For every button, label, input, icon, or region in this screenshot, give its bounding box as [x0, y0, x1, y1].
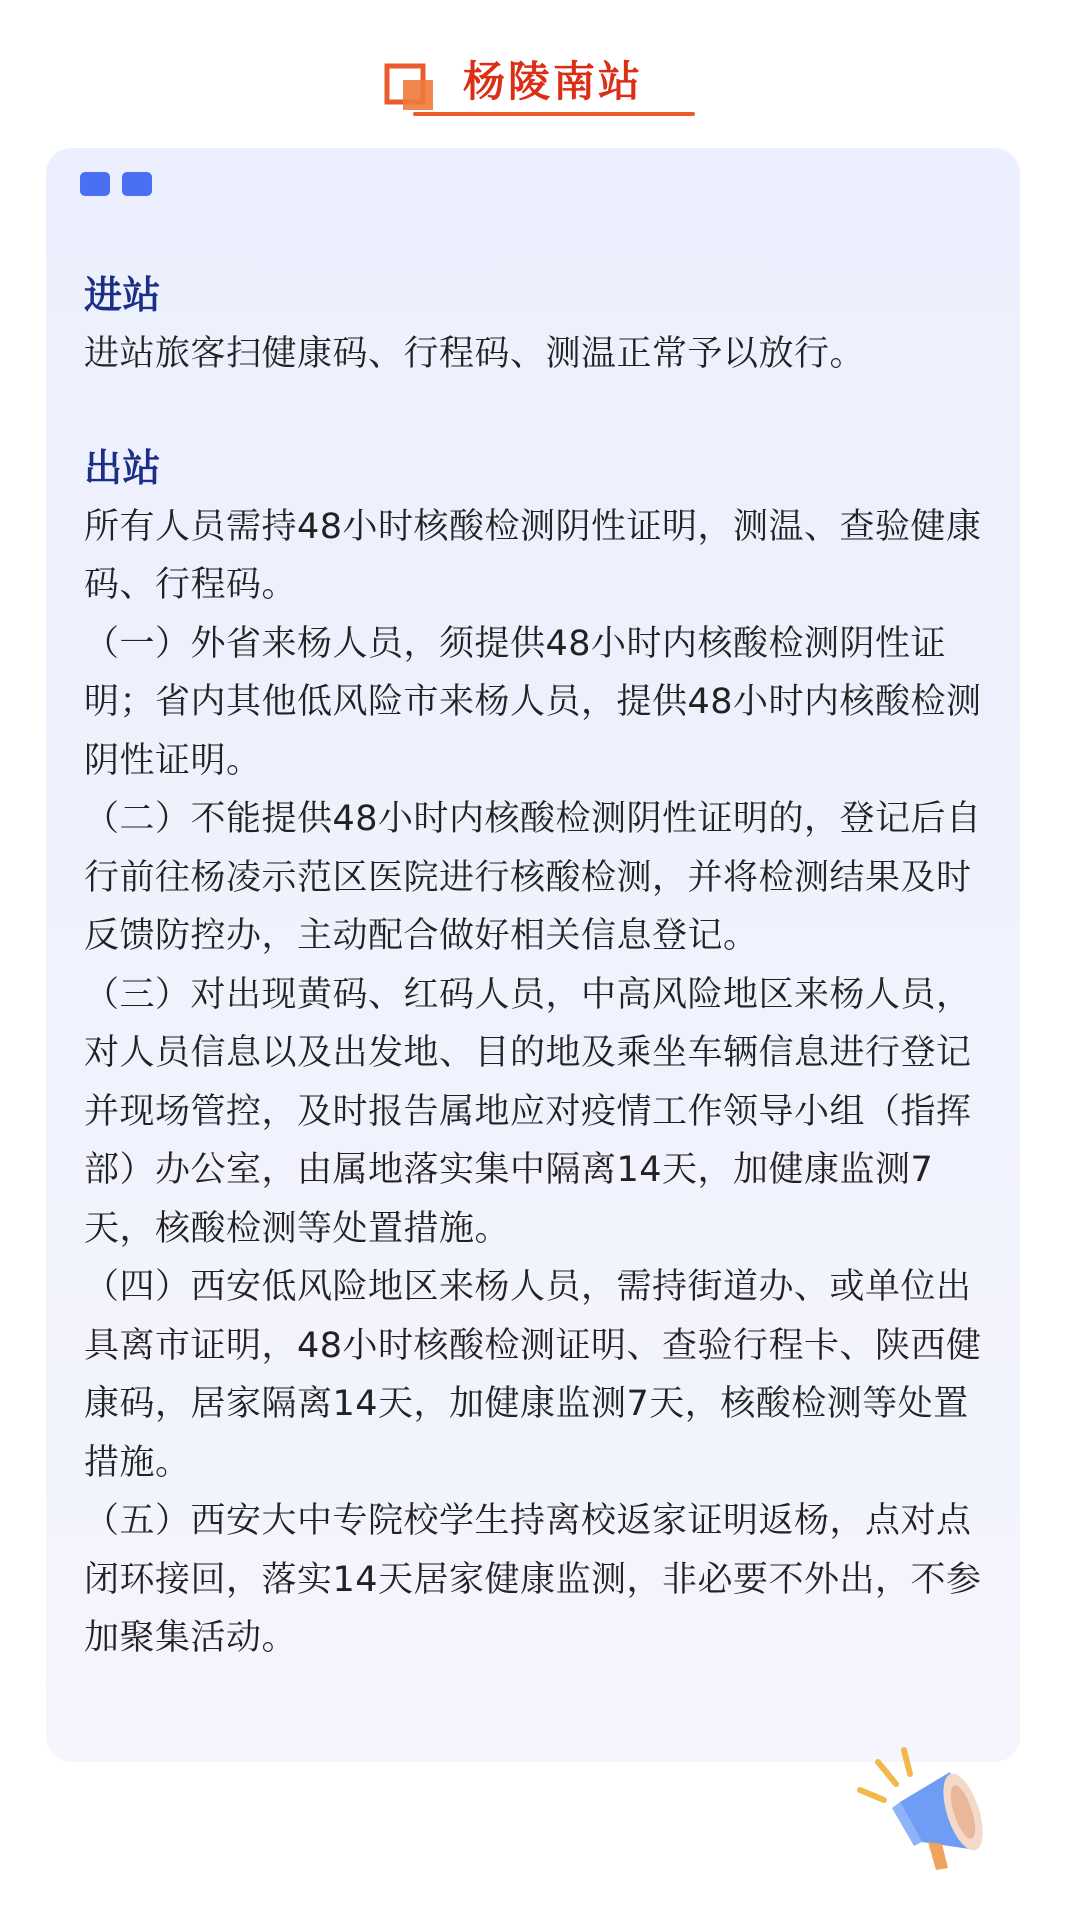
title-underline	[413, 112, 695, 116]
page-title: 杨陵南站	[463, 57, 644, 106]
section-gap	[84, 383, 990, 439]
exit-item-3: （三）对出现黄码、红码人员，中高风险地区来杨人员，对人员信息以及出发地、目的地及乘坐车辆信息进行登记并现场管控，及时报告属地应对疫情工作领导小组（指挥部）办公室，由属地落实集中隔离14天，加健康监测7天，核酸检测等处置措施。	[84, 974, 972, 1249]
exit-intro: 所有人员需持48小时核酸检测阴性证明，测温、查验健康码、行程码。	[84, 506, 982, 605]
dot-1	[80, 172, 110, 196]
card-content	[84, 266, 990, 1668]
dot-2	[122, 172, 152, 196]
exit-item-2: （二）不能提供48小时内核酸检测阴性证明的，登记后自行前往杨凌示范区医院进行核酸检测，并将检测结果及时反馈防控办，主动配合做好相关信息登记。	[84, 799, 982, 956]
exit-item-5: （五）西安大中专院校学生持离校返家证明返杨，点对点闭环接回，落实14天居家健康监测，非必要不外出，不参加聚集活动。	[84, 1501, 982, 1658]
page-header	[383, 52, 703, 118]
megaphone-icon	[838, 1732, 998, 1892]
entry-text: 进站旅客扫健康码、行程码、测温正常予以放行。	[84, 333, 866, 374]
content-card	[46, 148, 1020, 1762]
orange-bracket-icon	[383, 58, 439, 114]
section-heading-exit: 出站	[84, 446, 162, 490]
exit-item-4: （四）西安低风险地区来杨人员，需持街道办、或单位出具离市证明，48小时核酸检测证明、查验行程卡、陕西健康码，居家隔离14天，加健康监测7天，核酸检测等处置措施。	[84, 1267, 982, 1483]
section-heading-entry: 进站	[84, 273, 162, 317]
exit-item-1: （一）外省来杨人员，须提供48小时内核酸检测阴性证明；省内其他低风险市来杨人员，提供48小时内核酸检测阴性证明。	[84, 623, 982, 781]
